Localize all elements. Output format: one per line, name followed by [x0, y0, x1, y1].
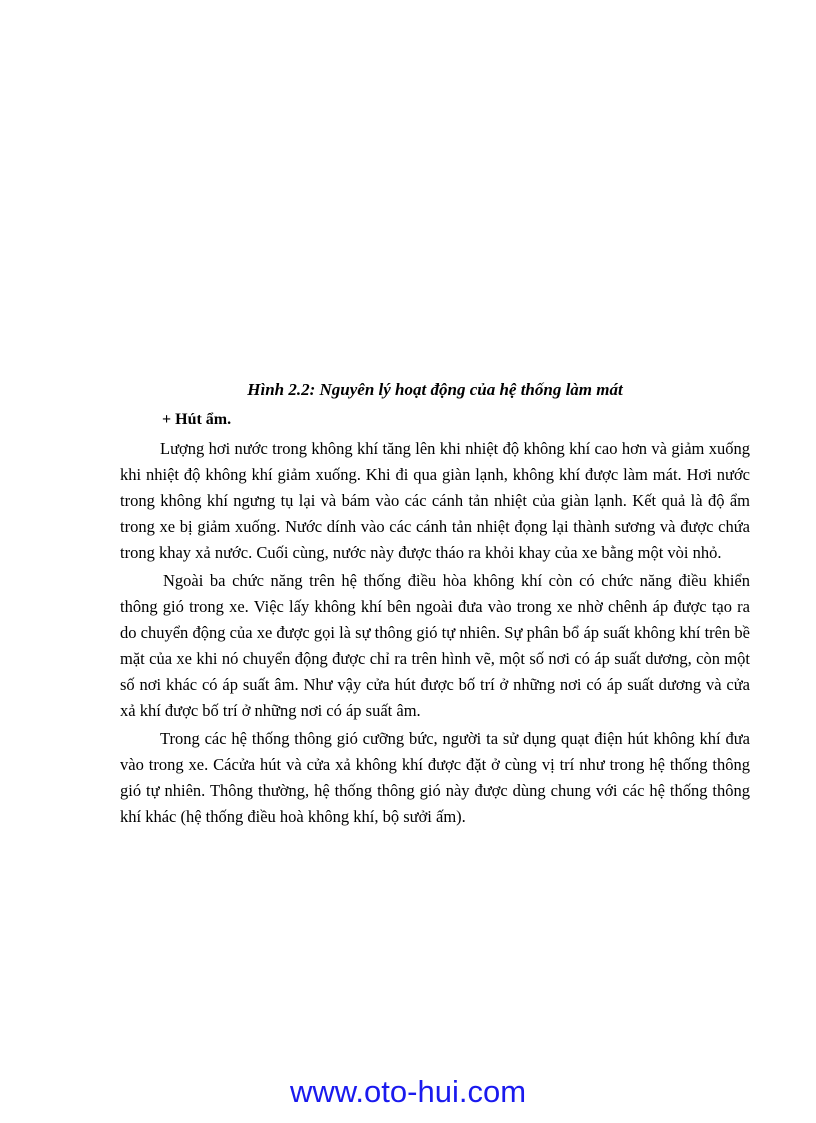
paragraph-forced-ventilation: Trong các hệ thống thông gió cưỡng bức, người ta sử dụng quạt điện hút không khí đưa vào trong xe. Cácửa hút và cửa xả không khí được đặt ở cùng vị trí như trong hệ thống thông gió tự nhiên. Thông thường, hệ thống thông gió này được dùng chung với các hệ thống thông khí khác (hệ thống điều hoà không khí, bộ sưởi ấm). [120, 729, 750, 826]
paragraph-natural-ventilation: Ngoài ba chức năng trên hệ thống điều hòa không khí còn có chức năng điều khiển thông gió trong xe. Việc lấy không khí bên ngoài đưa vào trong xe nhờ chênh áp được tạo ra do chuyển động của xe được gọi là sự thông gió tự nhiên. Sự phân bổ áp suất không khí trên bề mặt của xe khi nó chuyển động được chỉ ra trên hình vẽ, một số nơi có áp suất dương, còn một số nơi khác có áp suất âm. Như vậy cửa hút được bố trí ở những nơi có áp suất dương và cửa xả khí được bố trí ở những nơi có áp suất âm. [120, 571, 750, 720]
paragraph-dehumidify: Lượng hơi nước trong không khí tăng lên khi nhiệt độ không khí cao hơn và giảm xuống khi nhiệt độ không khí giảm xuống. Khi đi qua giàn lạnh, không khí được làm mát. Hơi nước trong không khí ngưng tụ lại và bám vào các cánh tản nhiệt của giàn lạnh. Kết quả là độ ẩm trong xe bị giảm xuống. Nước dính vào các cánh tản nhiệt đọng lại thành sương và được chứa trong khay xả nước. Cuối cùng, nước này được tháo ra khỏi khay của xe bằng một vòi nhỏ. [120, 439, 750, 562]
figure-placeholder [120, 40, 750, 360]
website-link[interactable]: www.oto-hui.com [289, 1074, 527, 1109]
figure-caption: Hình 2.2: Nguyên lý hoạt động của hệ thống làm mát [247, 380, 623, 399]
body-text [120, 436, 750, 832]
section-subheading: + Hút ẩm. [162, 411, 232, 428]
